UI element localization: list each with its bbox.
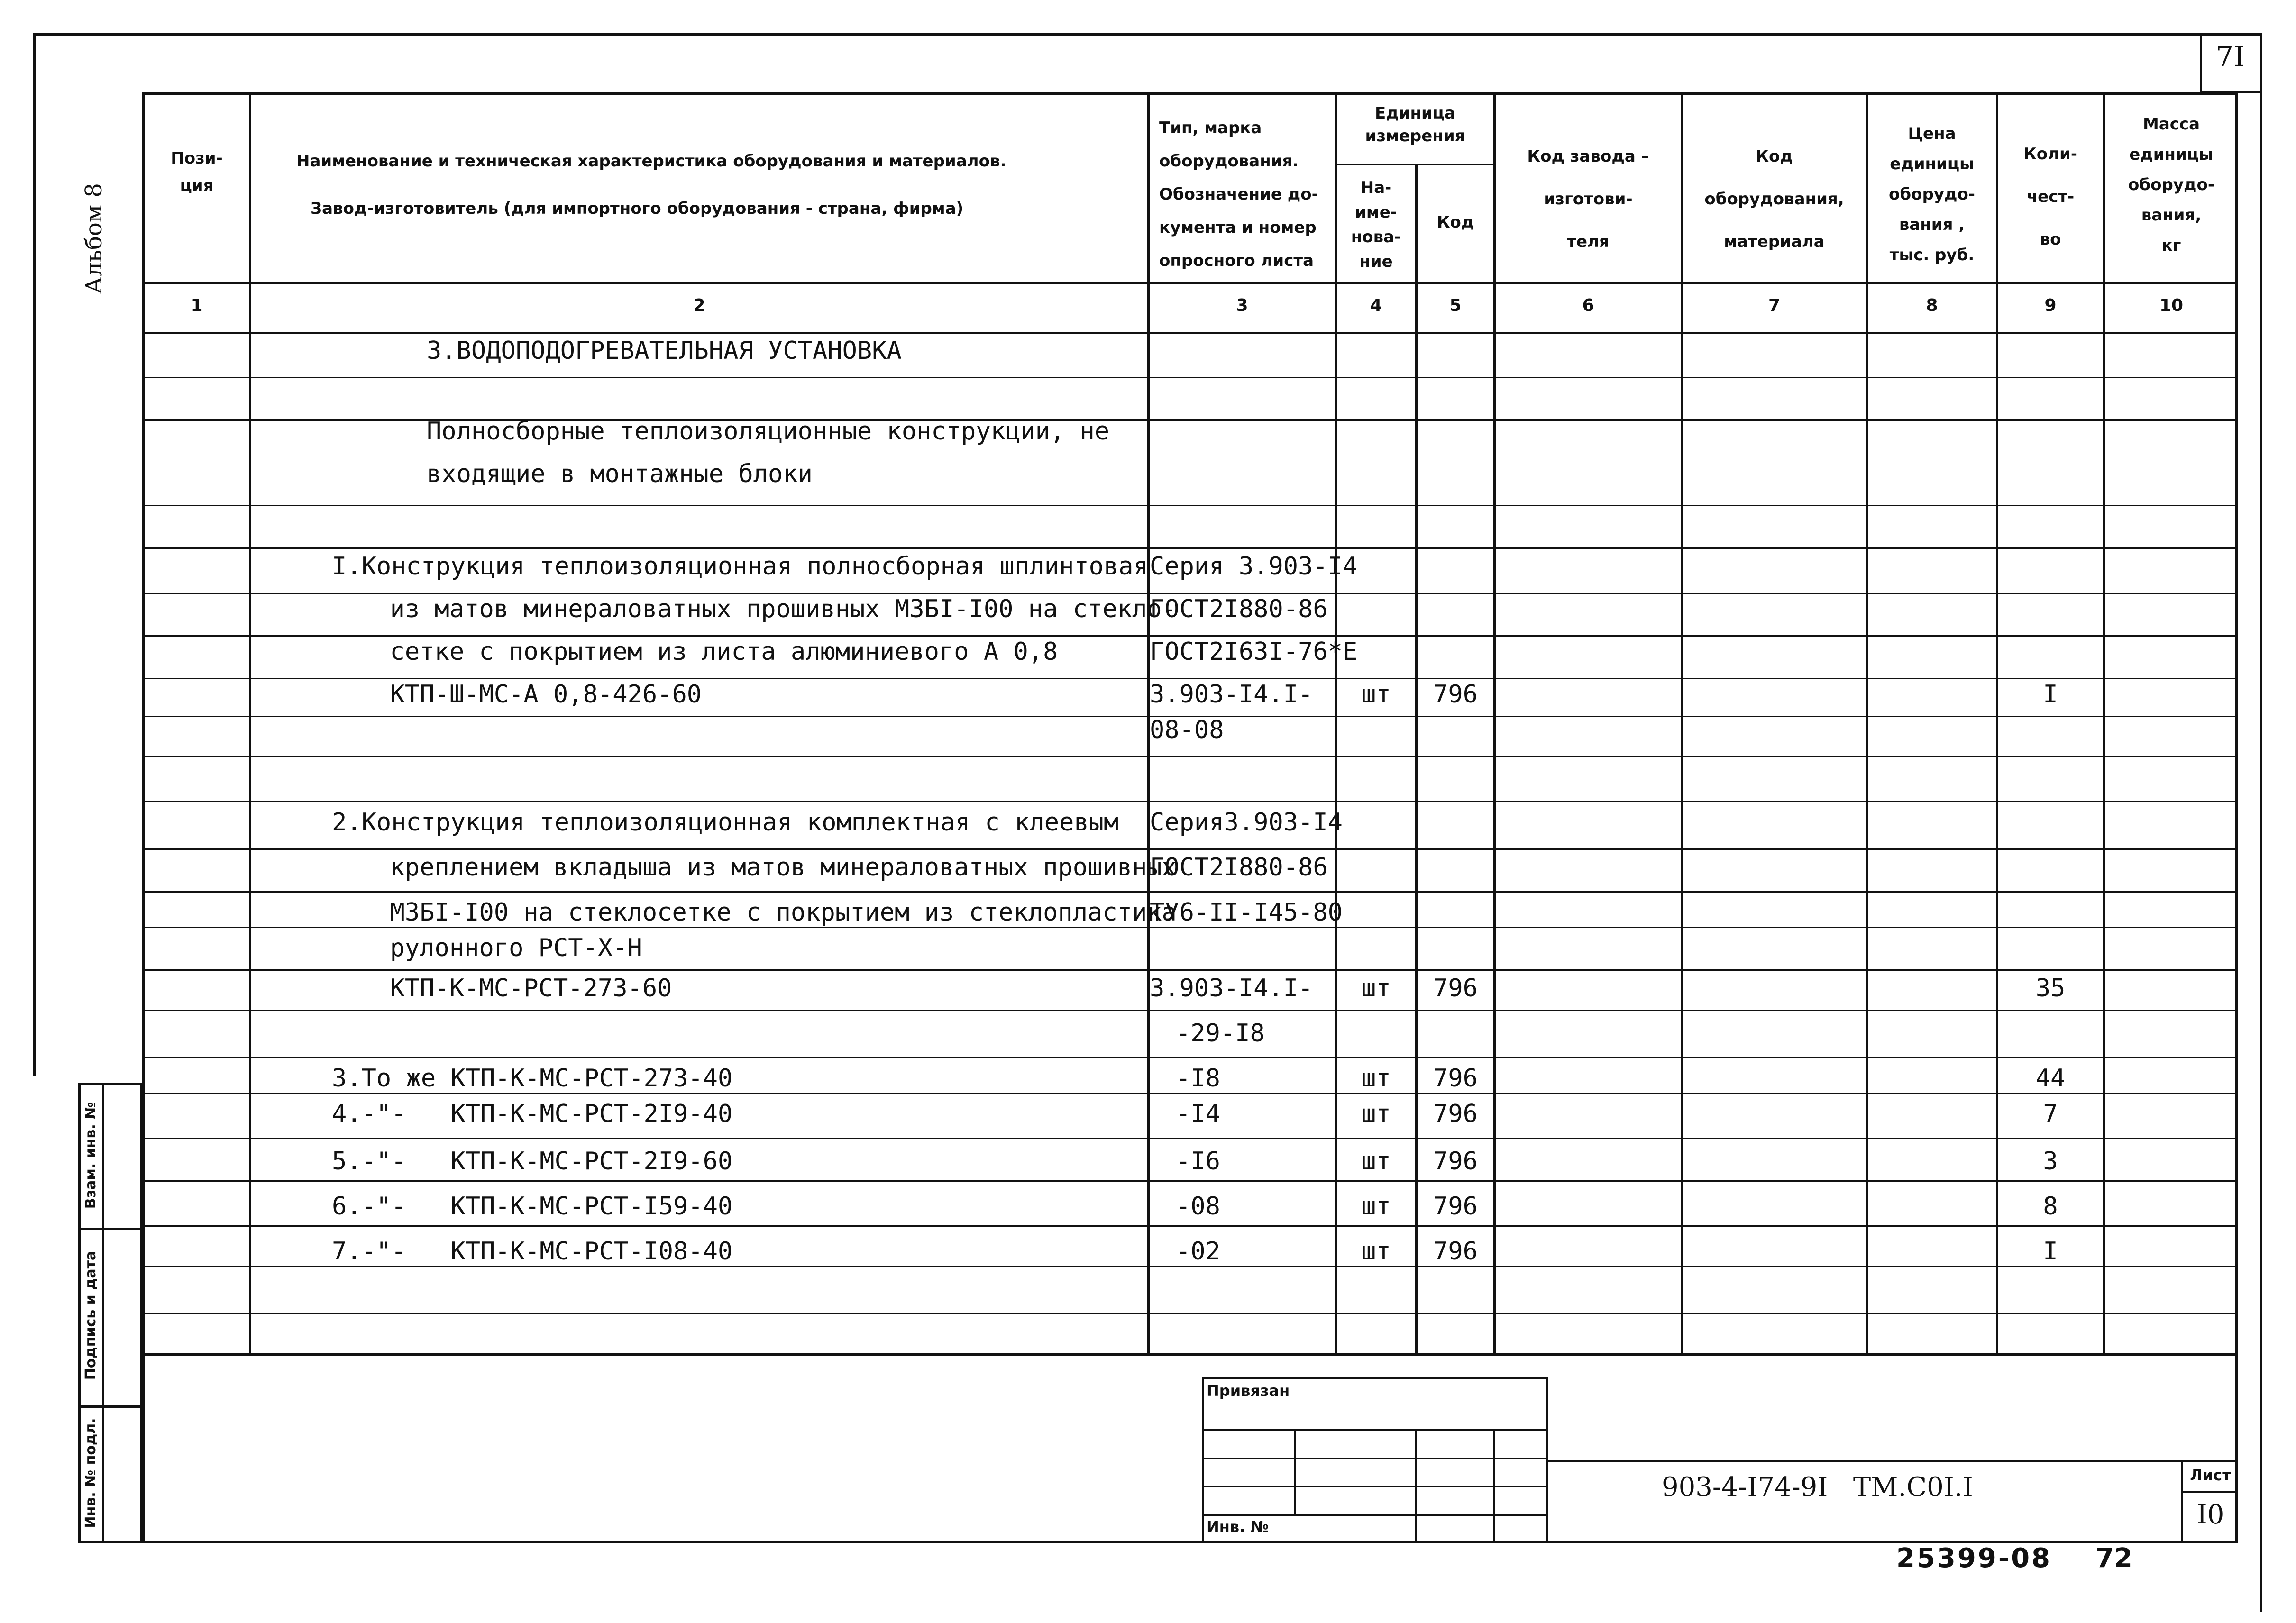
colnum-3: 3 <box>1236 296 1248 315</box>
row-divider <box>142 969 2238 971</box>
cell-name: входящие в монтажные блоки <box>427 460 813 488</box>
header-col7: Код оборудования, материала <box>1704 147 1844 251</box>
document-code: 903-4-I74-9I ТМ.С0I.I <box>1662 1472 1973 1503</box>
cell-unit-name: шт <box>1361 1147 1391 1176</box>
cell-designation: -29-I8 <box>1176 1019 1265 1048</box>
cell-name: 4.-"- КТП-К-МС-РСТ-2I9-40 <box>332 1100 733 1128</box>
cell-quantity: 35 <box>2035 974 2066 1003</box>
col-line-9 <box>2103 92 2105 1356</box>
cell-designation: Серия3.903-I4 <box>1150 808 1343 837</box>
cell-designation: -I6 <box>1176 1147 1220 1176</box>
cell-name: КТП-К-МС-РСТ-273-60 <box>360 974 672 1003</box>
row-divider <box>142 1057 2238 1058</box>
sheet-number: I0 <box>2196 1499 2224 1530</box>
row-divider <box>142 1225 2238 1227</box>
cell-unit-code: 796 <box>1433 1064 1478 1093</box>
album-label: Альбом 8 <box>81 183 107 294</box>
col-line-1 <box>249 92 251 1356</box>
cell-name: I.Конструкция теплоизоляционная полносборная шплинтовая <box>332 552 1148 581</box>
cell-unit-code: 796 <box>1433 1147 1478 1176</box>
cell-name: 5.-"- КТП-К-МС-РСТ-2I9-60 <box>332 1147 733 1176</box>
privyazan-line2 <box>1202 1458 1548 1459</box>
privyazan-vline2 <box>1415 1429 1417 1543</box>
cell-designation: Серия 3.903-I4 <box>1150 552 1358 581</box>
cell-designation: 3.903-I4.I- <box>1150 974 1313 1003</box>
cell-name: КТП-Ш-МС-А 0,8-426-60 <box>360 680 702 709</box>
cell-unit-code: 796 <box>1433 1237 1478 1266</box>
cell-unit-name: шт <box>1361 1237 1391 1266</box>
row-divider <box>142 377 2238 378</box>
unit-group-divider <box>1335 164 1493 165</box>
cell-name: из матов минераловатных прошивных МЗБI-I00 на стекло- <box>360 595 1177 623</box>
side-stamp-vzam: Взам. инв. № <box>82 1102 99 1209</box>
cell-designation: -I8 <box>1176 1064 1220 1093</box>
cell-quantity: I <box>2043 680 2058 709</box>
row-divider <box>142 1138 2238 1139</box>
header-col5: Код <box>1436 213 1474 232</box>
row-divider <box>142 1313 2238 1314</box>
row-divider <box>142 1180 2238 1182</box>
outer-frame-left <box>33 33 36 1076</box>
cell-designation: ГОСТ2I880-86 <box>1150 595 1328 623</box>
cell-quantity: 8 <box>2043 1192 2058 1221</box>
cell-unit-code: 796 <box>1433 680 1478 709</box>
row-divider <box>142 891 2238 893</box>
cell-name: 3.То же КТП-К-МС-РСТ-273-40 <box>332 1064 733 1093</box>
cell-name: 7.-"- КТП-К-МС-РСТ-I08-40 <box>332 1237 733 1266</box>
cell-name: рулонного РСТ-Х-Н <box>360 934 642 962</box>
archive-page: 72 <box>2095 1543 2132 1574</box>
privyazan-vline3 <box>1493 1429 1495 1543</box>
colnum-10: 10 <box>2159 296 2184 315</box>
cell-name: МЗБI-I00 на стеклосетке с покрытием из стеклопластика <box>360 898 1177 927</box>
colnum-6: 6 <box>1582 296 1594 315</box>
row-divider <box>142 547 2238 549</box>
cell-quantity: 44 <box>2035 1064 2066 1093</box>
header-col8: Цена единицы оборудо- вания , тыс. руб. <box>1889 124 1975 264</box>
header-unit-group: Единица измерения <box>1365 104 1465 146</box>
inv-no-label: Инв. № <box>1207 1518 1269 1536</box>
header-col1: Пози- ция <box>171 149 223 195</box>
cell-quantity: 7 <box>2043 1100 2058 1128</box>
privyazan-label: Привязан <box>1207 1382 1290 1400</box>
colnum-5: 5 <box>1449 296 1462 315</box>
colnum-9: 9 <box>2044 296 2057 315</box>
cell-designation: ГОСТ2I880-86 <box>1150 853 1328 882</box>
cell-unit-name: шт <box>1361 1192 1391 1221</box>
row-divider <box>142 848 2238 850</box>
col-line-6 <box>1681 92 1683 1356</box>
colnum-2: 2 <box>693 296 705 315</box>
privyazan-line1 <box>1202 1429 1548 1431</box>
colnum-8: 8 <box>1926 296 1938 315</box>
colnum-4: 4 <box>1370 296 1382 315</box>
sheet-box-divider <box>2181 1491 2238 1493</box>
header-col2: Наименование и техническая характеристика оборудования и материалов. Завод-изготовитель (для импортного оборудования - страна, фирма) <box>296 152 1006 218</box>
header-col6: Код завода – изготови- теля <box>1527 147 1649 251</box>
cell-quantity: I <box>2043 1237 2058 1266</box>
sheet-label: Лист <box>2190 1466 2231 1484</box>
header-col10: Масса единицы оборудо- вания, кг <box>2128 115 2214 255</box>
side-stamp-inner-line <box>102 1083 104 1543</box>
cell-designation: -08 <box>1176 1192 1220 1221</box>
header-col3: Тип, марка оборудования. Обозначение до- кумента и номер опросного листа <box>1159 119 1318 270</box>
cell-name: 6.-"- КТП-К-МС-РСТ-I59-40 <box>332 1192 733 1221</box>
cell-unit-code: 796 <box>1433 974 1478 1003</box>
header-col9: Коли- чест- во <box>2023 145 2077 249</box>
row-divider <box>142 505 2238 506</box>
archive-code: 25399-08 <box>1896 1543 2052 1574</box>
privyazan-line4 <box>1202 1514 1548 1516</box>
cell-name: 2.Конструкция теплоизоляционная комплектная с клеевым <box>332 808 1119 837</box>
colnum-7: 7 <box>1768 296 1781 315</box>
colnum-1: 1 <box>191 296 203 315</box>
cell-unit-code: 796 <box>1433 1192 1478 1221</box>
cell-name: Полносборные теплоизоляционные конструкции, не <box>427 417 1110 446</box>
cell-name: 3.ВОДОПОДОГРЕВАТЕЛЬНАЯ УСТАНОВКА <box>427 337 902 365</box>
cell-name: креплением вкладыша из матов минераловатных прошивных <box>360 853 1177 882</box>
cell-designation: -02 <box>1176 1237 1220 1266</box>
cell-unit-name: шт <box>1361 680 1391 709</box>
cell-unit-name: шт <box>1361 1064 1391 1093</box>
row-divider <box>142 801 2238 802</box>
row-divider <box>142 1010 2238 1011</box>
privyazan-line3 <box>1202 1486 1548 1487</box>
col-line-7 <box>1866 92 1868 1356</box>
cell-unit-name: шт <box>1361 974 1391 1003</box>
header-bottom-line <box>142 282 2238 284</box>
side-stamp-inv-podl: Инв. № подл. <box>82 1418 99 1528</box>
side-stamp-signature: Подпись и дата <box>82 1250 99 1380</box>
cell-designation: -I4 <box>1176 1100 1220 1128</box>
outer-frame-top <box>33 33 2261 36</box>
cell-unit-name: шт <box>1361 1100 1391 1128</box>
cell-designation: 3.903-I4.I- <box>1150 680 1313 709</box>
col-line-5 <box>1493 92 1496 1356</box>
title-block-top <box>1548 1460 2238 1462</box>
row-divider <box>142 756 2238 757</box>
cell-unit-code: 796 <box>1433 1100 1478 1128</box>
cell-designation: ТУ6-II-I45-80 <box>1150 898 1343 927</box>
bottom-block-left <box>142 1356 145 1543</box>
right-frame-line <box>2260 33 2262 1612</box>
cell-designation: ГОСТ2I63I-76*Е <box>1150 638 1358 666</box>
cell-designation: 08-08 <box>1150 716 1224 744</box>
cell-name: сетке с покрытием из листа алюминиевого А 0,8 <box>360 638 1058 666</box>
cell-quantity: 3 <box>2043 1147 2058 1176</box>
page-number: 7I <box>2215 40 2245 73</box>
privyazan-vline1 <box>1294 1429 1296 1514</box>
header-col4: На- име- нова- ние <box>1351 178 1401 271</box>
